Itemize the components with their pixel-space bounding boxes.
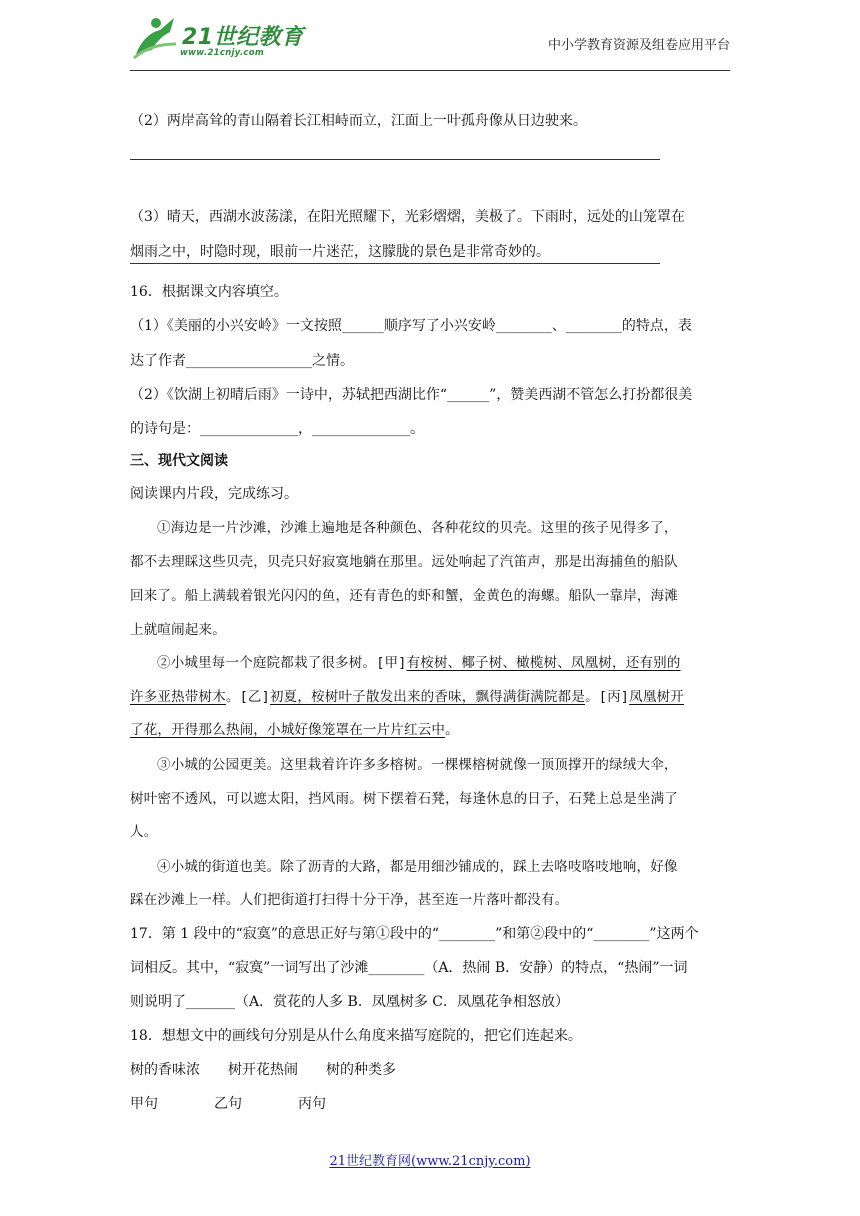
para2-text: 。[丙] — [585, 689, 630, 705]
para1-line1: ①海边是一片沙滩，沙滩上遍地是各种颜色、各种花纹的贝壳。这里的孩子见得多了， — [157, 520, 678, 536]
answer-line — [130, 263, 660, 264]
runner-logo-icon — [130, 14, 180, 60]
underlined-sentence-bing: 凤凰树开 — [629, 689, 684, 705]
q16-item-1-line1: （1）《美丽的小兴安岭》一文按照______顺序写了小兴安岭________、________的特点，表 — [130, 318, 692, 334]
underlined-sentence-jia: 许多亚热带树木 — [130, 689, 226, 705]
q16-item-2-line1: （2）《饮湖上初晴后雨》一诗中，苏轼把西湖比作“______”，赞美西湖不管怎么打扮都很美 — [130, 387, 693, 403]
para1-line4: 上就喧闹起来。 — [130, 622, 226, 638]
platform-name: 中小学教育资源及组卷应用平台 — [547, 38, 730, 53]
reading-intro: 阅读课内片段，完成练习。 — [130, 486, 298, 502]
logo-url: www.21cnjy.com — [180, 48, 264, 58]
para2-text: 。[乙] — [225, 689, 270, 705]
para1-line3: 回来了。船上满载着银光闪闪的鱼，还有青色的虾和蟹，金黄色的海螺。船队一靠岸，海滩 — [130, 588, 678, 604]
para2-text: ②小城里每一个庭院都栽了很多树。[甲] — [157, 655, 407, 671]
page-footer — [0, 1150, 860, 1169]
section-title: 三、现代文阅读 — [130, 453, 228, 469]
match-options-top: 树的香味浓 树开花热闹 树的种类多 — [130, 1062, 396, 1078]
q18-title: 18．想想文中的画线句分别是从什么角度来描写庭院的，把它们连起来。 — [130, 1028, 582, 1044]
logo-text: 21世纪教育 — [182, 25, 304, 50]
para4-line2: 踩在沙滩上一样。人们把街道打扫得十分干净，甚至连一片落叶都没有。 — [130, 892, 569, 908]
footer-link[interactable]: 21世纪教育网(www.21cnjy.com) — [329, 1154, 531, 1169]
underlined-sentence-jia: 有桉树、椰子树、橄榄树、凤凰树，还有别的 — [406, 655, 681, 671]
answer-line — [130, 159, 660, 160]
q16-title: 16．根据课文内容填空。 — [130, 284, 288, 300]
q17-line3: 则说明了_______（A．赏花的人多 B．凤凰树多 C．凤凰花争相怒放） — [130, 994, 570, 1010]
para2-text: 。 — [445, 722, 459, 738]
para3-line1: ③小城的公园更美。这里栽着许许多多榕树。一棵棵榕树就像一顶顶撑开的绿绒大伞， — [157, 757, 678, 773]
page-header — [130, 10, 730, 71]
q15-item-3-line2: 烟雨之中，时隐时现，眼前一片迷茫，这朦胧的景色是非常奇妙的。 — [130, 244, 550, 260]
para3-line2: 树叶密不透风，可以遮太阳，挡风雨。树下摆着石凳，每逢休息的日子，石凳上总是坐满了 — [130, 791, 678, 807]
q17-line1: 17．第 1 段中的“寂寞”的意思正好与第①段中的“________”和第②段中的“________”这两个 — [130, 926, 699, 942]
q17-line2: 词相反。其中，“寂寞”一词写出了沙滩________（A．热闹 B．安静）的特点，“热闹”一词 — [130, 960, 688, 976]
logo — [130, 14, 330, 62]
para2-line2 — [130, 687, 684, 707]
underlined-sentence-yi: 初夏，桉树叶子散发出来的香味，飘得满街满院都是 — [269, 689, 586, 705]
para1-line2: 都不去理睬这些贝壳，贝壳只好寂寞地躺在那里。远处响起了汽笛声，那是出海捕鱼的船队 — [130, 554, 678, 570]
q16-item-1-line2: 达了作者__________________之情。 — [130, 353, 354, 369]
q15-item-3-line1: （3）晴天，西湖水波荡漾，在阳光照耀下，光彩熠熠，美极了。下雨时，远处的山笼罩在 — [130, 209, 685, 225]
q16-item-2-line2: 的诗句是：______________，______________。 — [130, 421, 424, 437]
para2-line1 — [157, 653, 681, 673]
match-options-bottom: 甲句 乙句 丙句 — [130, 1096, 326, 1112]
q15-item-2: （2）两岸高耸的青山隔着长江相峙而立，江面上一叶孤舟像从日边驶来。 — [130, 113, 587, 129]
para4-line1: ④小城的街道也美。除了沥青的大路，都是用细沙铺成的，踩上去咯吱咯吱地响，好像 — [157, 859, 678, 875]
para2-line3 — [130, 720, 459, 740]
underlined-sentence-bing: 了花，开得那么热闹，小城好像笼罩在一片片红云中 — [130, 722, 446, 738]
para3-line3: 人。 — [130, 824, 158, 840]
